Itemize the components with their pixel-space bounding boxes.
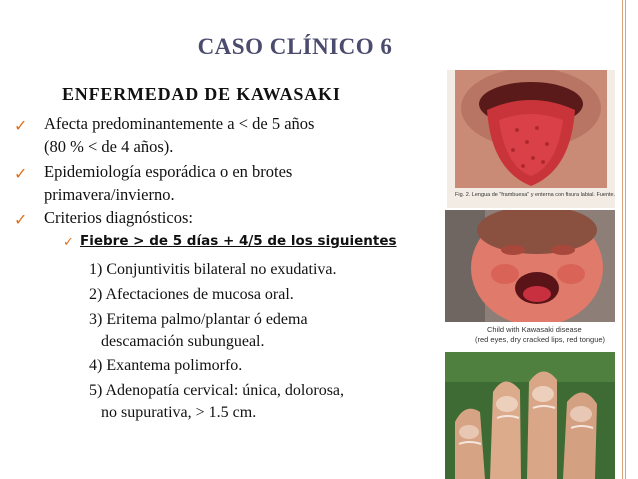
criterion-4 (89, 355, 242, 377)
criterion-3 (89, 309, 308, 353)
fingers-photo-image (445, 352, 615, 479)
criterion-line: descamación subungueal. (101, 333, 265, 350)
bullet-icon: ✓ (14, 118, 28, 135)
sub-bullet-text: Fiebre > de 5 días + 4/5 de los siguientes (80, 233, 397, 249)
bullet-line: primavera/invierno. (44, 185, 175, 204)
bullet-line: Afecta predominantemente a < de 5 años (44, 114, 315, 133)
criterion-line: no supurativa, > 1.5 cm. (101, 404, 257, 421)
criterion-line: 3) Eritema palmo/plantar ó edema (89, 311, 308, 328)
bullet-text-2 (44, 160, 292, 206)
slide-subtitle: ENFERMEDAD DE KAWASAKI (62, 84, 341, 104)
bullet-icon: ✓ (14, 166, 28, 183)
bullet-text-3 (44, 206, 193, 229)
criterion-line: 5) Adenopatía cervical: única, dolorosa, (89, 382, 345, 399)
infant-photo-image (445, 210, 615, 322)
decorative-rule (622, 0, 623, 479)
tongue-caption: Fig. 2. Lengua de "frambuesa" y enterna con fisura labial. Fuente. (455, 192, 615, 198)
tongue-photo-image (447, 70, 615, 208)
infant-photo (445, 210, 615, 348)
infant-caption-1: Child with Kawasaki disease (487, 325, 582, 334)
bullet-icon: ✓ (14, 212, 28, 229)
criterion-1 (89, 259, 337, 281)
fingers-photo (445, 352, 615, 479)
bullet-line: Criterios diagnósticos: (44, 208, 193, 227)
infant-caption-2: (red eyes, dry cracked lips, red tongue) (475, 335, 606, 344)
criterion-line: 4) Exantema polimorfo. (89, 357, 243, 374)
criterion-line: 1) Conjuntivitis bilateral no exudativa. (89, 261, 337, 278)
bullet-line: Epidemiología esporádica o en brotes (44, 162, 293, 181)
criterion-line: 2) Afectaciones de mucosa oral. (89, 286, 294, 303)
decorative-rule (625, 0, 626, 479)
bullet-line: (80 % < de 4 años). (44, 137, 174, 156)
criterion-5 (89, 380, 344, 424)
tongue-photo (447, 70, 615, 208)
slide-title: CASO CLÍNICO 6 (197, 34, 393, 59)
criterion-2 (89, 284, 294, 306)
sub-bullet-icon: ✓ (63, 234, 74, 249)
bullet-text-1 (44, 112, 314, 158)
